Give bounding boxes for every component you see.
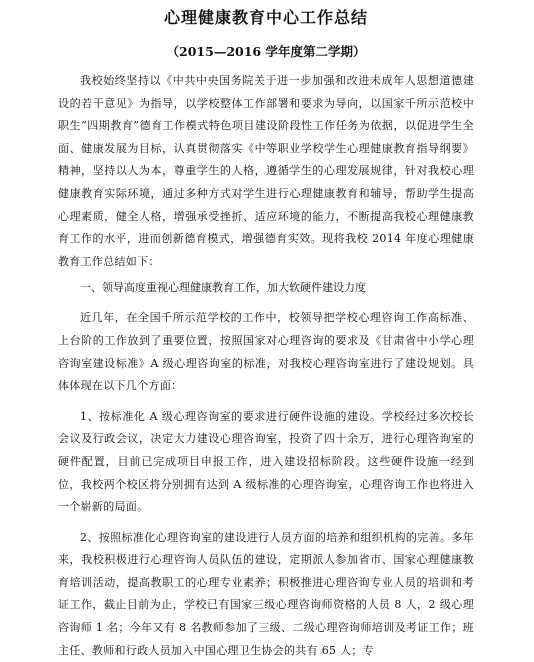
item-2-paragraph: 2、按照标准化心理咨询室的建设进行人员方面的培养和组织机构的完善。多年来，我校积极进行心理咨询人员队伍的建设，定期派人参加省市、国家心理健康教育培训活动，提高教职工的心理专业素养；积极推进心理咨询专业人员的培训和考证工作，截止目前为止，学校已有国家三级心理咨询师资格的人员 8 人，2 级心理咨询师 1 名；今年又有 8 名教师参加了三级、二级心理咨询师培训及考证工作；班主任、教师和行政人员加入中国心理卫生协会的共有 65 人；专 <box>58 530 474 657</box>
intro-paragraph: 我校始终坚持以《中共中央国务院关于进一步加强和改进未成年人思想道德建设的若干意见》为指导，以学校整体工作部署和要求为导向，以国家千所示范校中职生“四期教育”德育工作模式特色项目建设阶段性工作任务为依据，以促进学生全面、健康发展为目标，认真贯彻落实《中等职业学校学生心理健康教育指导纲要》精神，坚持以人为本，尊重学生的人格，遵循学生的心理发展规律，针对我校心理健康教育实际环境，通过多种方式对学生进行心理健康教育和辅导，帮助学生提高心理素质，健全人格，增强承受挫折、适应环境的能力，不断提高我校心理健康教育工作的水平，进而创新德育模式，增强德育实效。现将我校 2014 年度心理健康教育工作总结如下： <box>58 74 474 268</box>
section-heading-1: 一、领导高度重视心理健康教育工作，加大软硬件建设力度 <box>80 281 366 295</box>
document-title: 心理健康教育中心工作总结 <box>163 8 368 27</box>
item-1-paragraph: 1、按标准化 A 级心理咨询室的要求进行硬件设施的建设。学校经过多次校长会议及行政会议，决定大力建设心理咨询室，投资了四十余万，进行心理咨询室的硬件配置，目前已完成项目申报工作，进入建设招标阶段。这些硬件设施一经到位，我校两个校区将分别拥有达到 A 级标准的心理咨询室，心理咨询工作也将进入一个崭新的局面。 <box>58 409 474 514</box>
document-subtitle: （2015—2016 学年度第二学期） <box>166 44 366 59</box>
section-1-paragraph: 近几年，在全国千所示范学校的工作中，校领导把学校心理咨询工作高标准、上台阶的工作放到了重要位置，按照国家对心理咨询的要求及《甘肃省中小学心理咨询室建设标准》A 级心理咨询室的标准，对我校心理咨询室进行了建设规划。具体体现在以下几个方面： <box>58 311 474 393</box>
